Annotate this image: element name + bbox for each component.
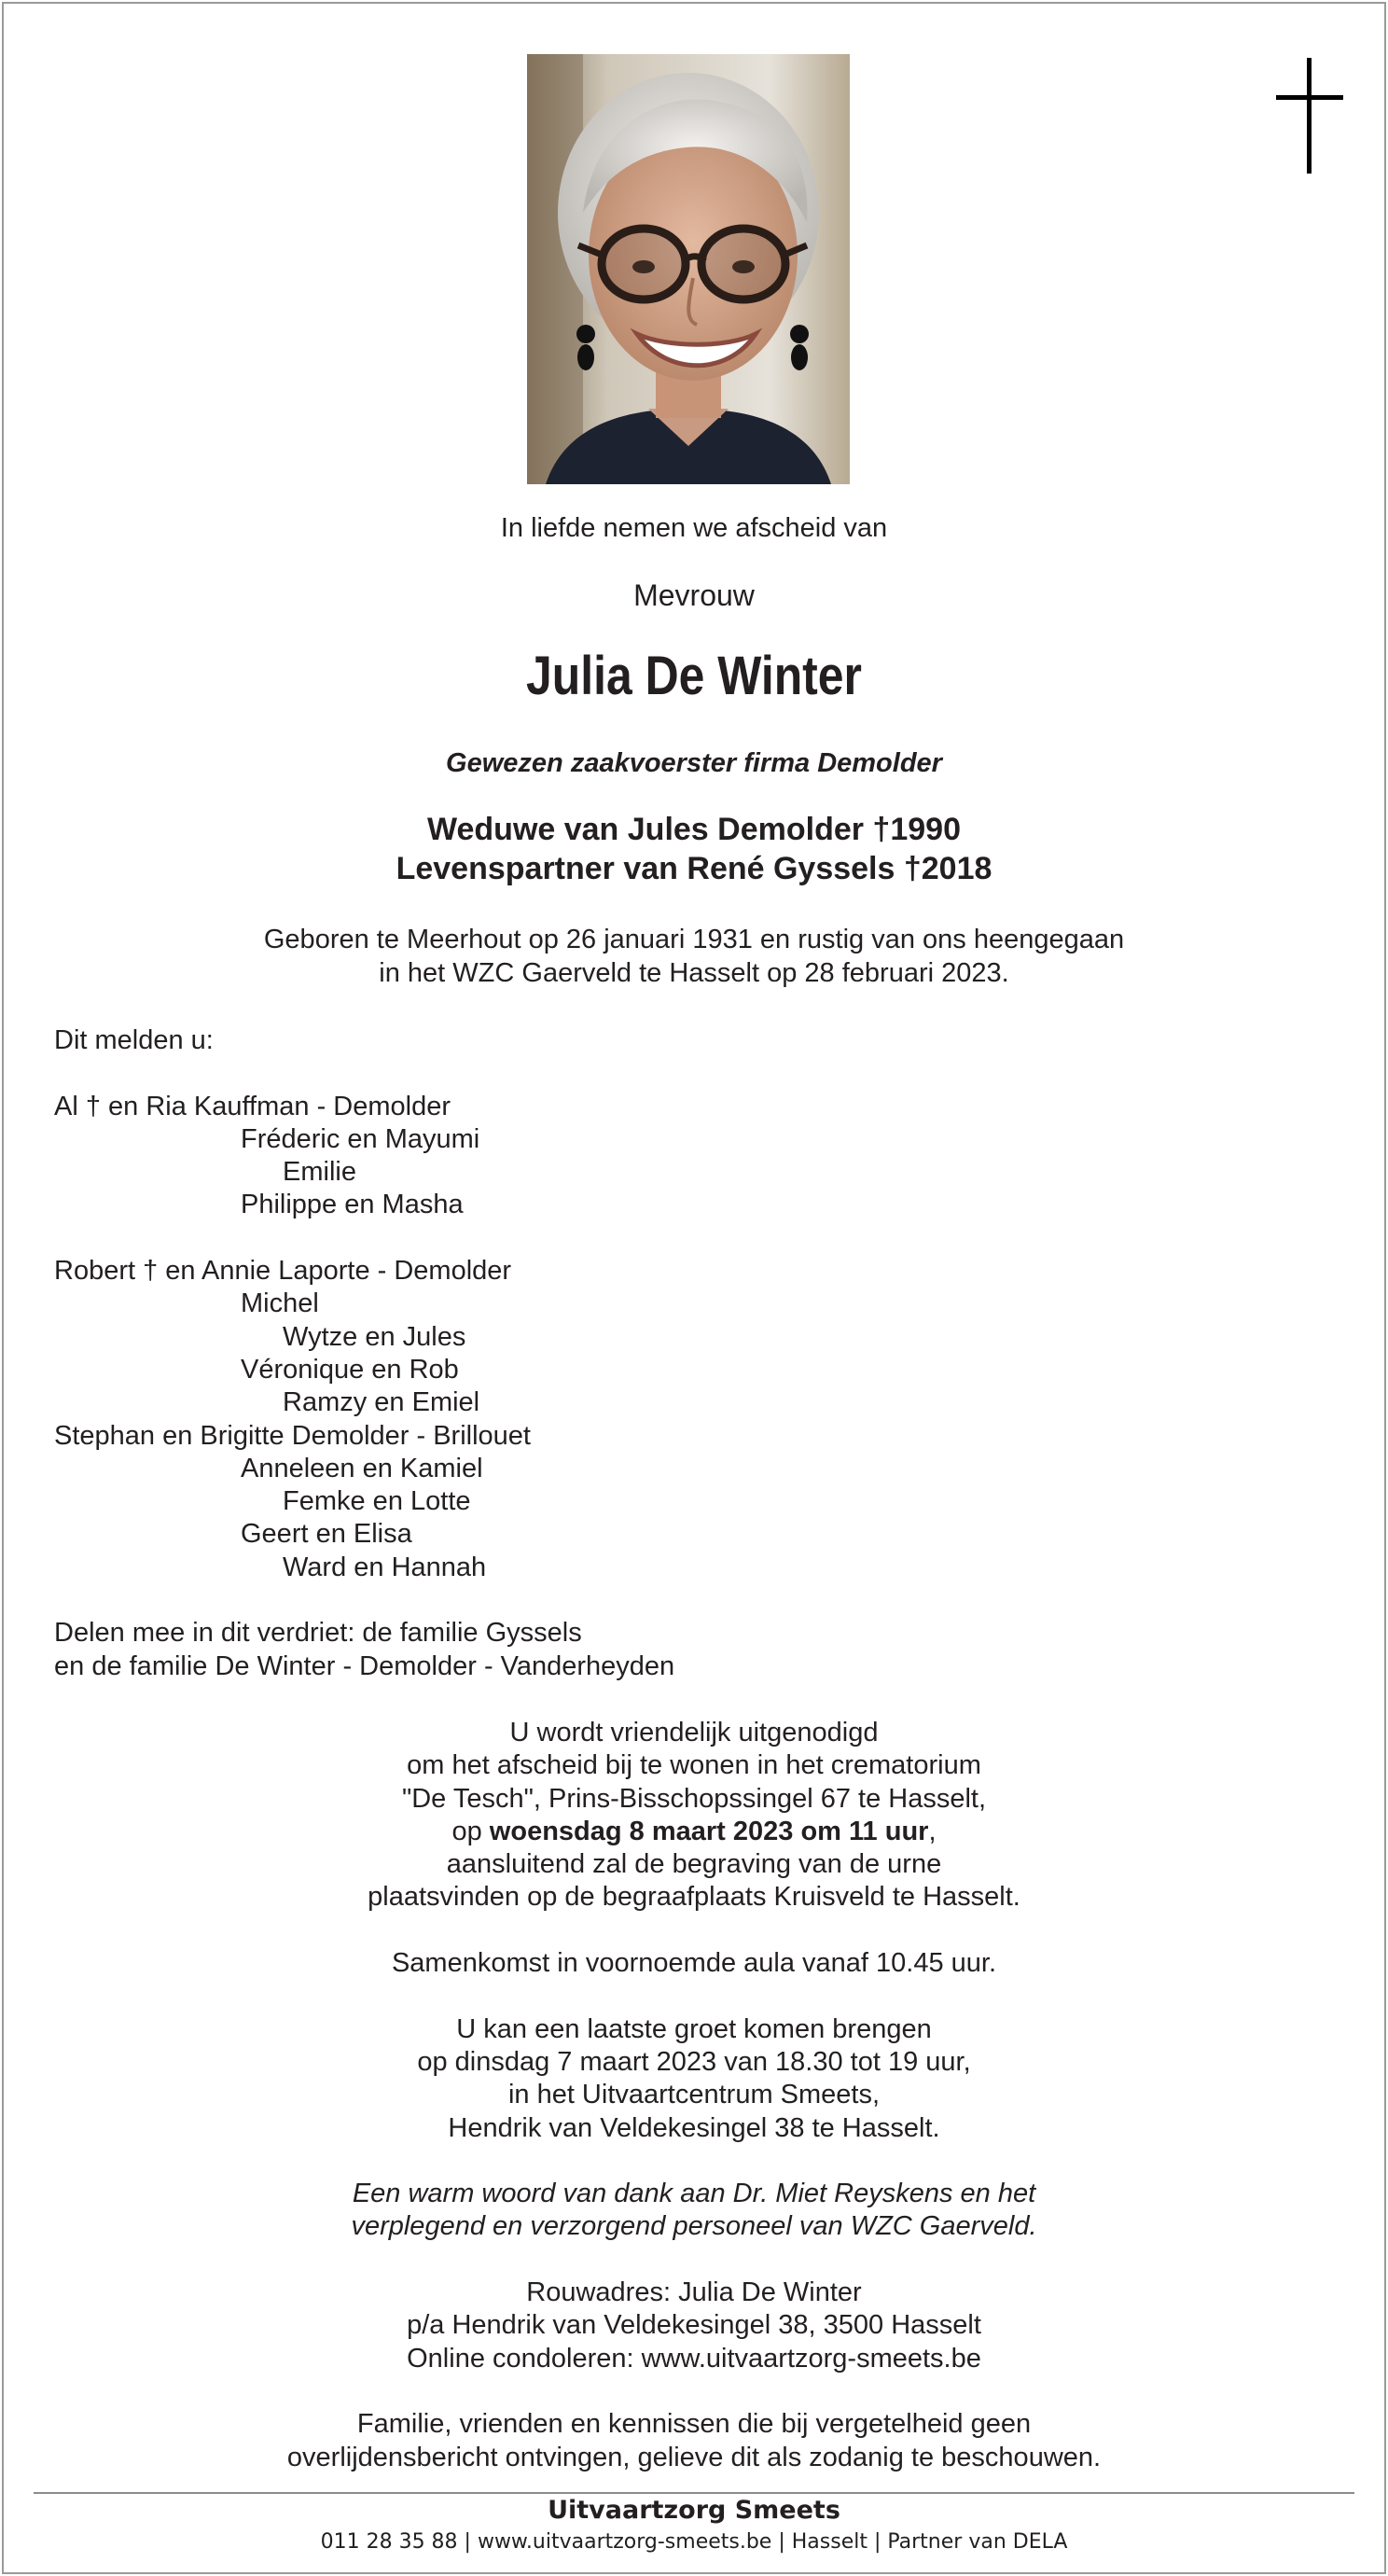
visitation-line: in het Uitvaartcentrum Smeets, bbox=[507, 2080, 881, 2110]
footer-company: Uitvaartzorg Smeets bbox=[548, 2496, 840, 2525]
family-list bbox=[54, 1024, 1080, 1683]
visitation-line: U kan een laatste groet komen brengen bbox=[456, 2013, 932, 2044]
honorific: Mevrouw bbox=[633, 578, 755, 612]
closing-line: overlijdensbericht ontvingen, gelieve dit als zodanig te beschouwen. bbox=[286, 2442, 1102, 2472]
contact-line: p/a Hendrik van Veldekesingel 38, 3500 Hasselt bbox=[407, 2310, 981, 2341]
intro-line: In liefde nemen we afscheid van bbox=[500, 513, 888, 543]
family-line: Fréderic en Mayumi bbox=[241, 1123, 480, 1154]
announce-line: Dit melden u: bbox=[54, 1025, 214, 1055]
gathering-line: Samenkomst in voornoemde aula vanaf 10.45 uur. bbox=[391, 1948, 997, 1979]
birth-death-line: in het WZC Gaerveld te Hasselt op 28 februari 2023. bbox=[379, 957, 1009, 988]
family-line: Stephan en Brigitte Demolder - Brillouet bbox=[54, 1420, 531, 1451]
family-line: Femke en Lotte bbox=[283, 1486, 471, 1517]
relations-block bbox=[0, 810, 1388, 888]
contact-line: Rouwadres: Julia De Winter bbox=[526, 2277, 862, 2308]
latin-cross-icon bbox=[1276, 58, 1343, 174]
birth-death-line: Geboren te Meerhout op 26 januari 1931 en rustig van ons heengegaan bbox=[263, 925, 1125, 954]
family-line: Anneleen en Kamiel bbox=[241, 1453, 483, 1483]
family-line: Geert en Elisa bbox=[241, 1519, 412, 1550]
ceremony-line: "De Tesch", Prins-Bisschopssingel 67 te Hasselt, bbox=[401, 1783, 987, 1814]
ceremony-line: aansluitend zal de begraving van de urne bbox=[446, 1849, 942, 1880]
family-line: Véronique en Rob bbox=[241, 1354, 459, 1385]
family-line: Wytze en Jules bbox=[283, 1321, 466, 1352]
share-grief-line: Delen mee in dit verdriet: de familie Gyssels bbox=[54, 1618, 582, 1649]
family-line: Ward en Hannah bbox=[283, 1552, 487, 1582]
family-line: Emilie bbox=[283, 1157, 356, 1188]
deceased-name: Julia De Winter bbox=[526, 646, 862, 706]
thanks-line: verplegend en verzorgend personeel van WZC Gaerveld. bbox=[351, 2211, 1037, 2242]
footer-divider bbox=[34, 2492, 1354, 2494]
ceremony-line: plaatsvinden op de begraafplaats Kruisveld te Hasselt. bbox=[368, 1882, 1020, 1913]
family-line: Philippe en Masha bbox=[241, 1190, 464, 1220]
family-line: Al † en Ria Kauffman - Demolder bbox=[54, 1091, 451, 1121]
family-line: Michel bbox=[241, 1288, 319, 1319]
ceremony-date-prefix: op bbox=[451, 1816, 490, 1846]
family-line: Robert † en Annie Laporte - Demolder bbox=[54, 1256, 512, 1287]
visitation-line: Hendrik van Veldekesingel 38 te Hasselt. bbox=[448, 2112, 940, 2143]
ceremony-date-suffix: , bbox=[928, 1816, 937, 1846]
ceremony-date: woensdag 8 maart 2023 om 11 uur bbox=[489, 1816, 929, 1846]
relation-line: Levenspartner van René Gyssels †2018 bbox=[396, 851, 992, 886]
closing-line: Familie, vrienden en kennissen die bij vergetelheid geen bbox=[356, 2409, 1032, 2440]
portrait-photo bbox=[527, 54, 850, 484]
ceremony-line: U wordt vriendelijk uitgenodigd bbox=[509, 1718, 879, 1748]
deceased-role: Gewezen zaakvoerster firma Demolder bbox=[446, 748, 942, 778]
family-line: Ramzy en Emiel bbox=[283, 1387, 480, 1418]
visitation-line: op dinsdag 7 maart 2023 van 18.30 tot 19 uur, bbox=[417, 2046, 971, 2077]
relation-line: Weduwe van Jules Demolder †1990 bbox=[427, 812, 961, 847]
thanks-line: Een warm woord van dank aan Dr. Miet Reyskens en het bbox=[352, 2179, 1036, 2209]
ceremony-block bbox=[0, 1717, 1388, 2474]
ceremony-line: om het afscheid bij te wonen in het crematorium bbox=[407, 1750, 981, 1781]
birth-death-block bbox=[0, 924, 1388, 990]
footer-info: 011 28 35 88 | www.uitvaartzorg-smeets.be | Hasselt | Partner van DELA bbox=[320, 2530, 1068, 2554]
contact-line: Online condoleren: www.uitvaartzorg-smeets.be bbox=[407, 2343, 981, 2374]
share-grief-line: en de familie De Winter - Demolder - Vanderheyden bbox=[54, 1650, 675, 1681]
ceremony-date-line bbox=[0, 1816, 1388, 1848]
